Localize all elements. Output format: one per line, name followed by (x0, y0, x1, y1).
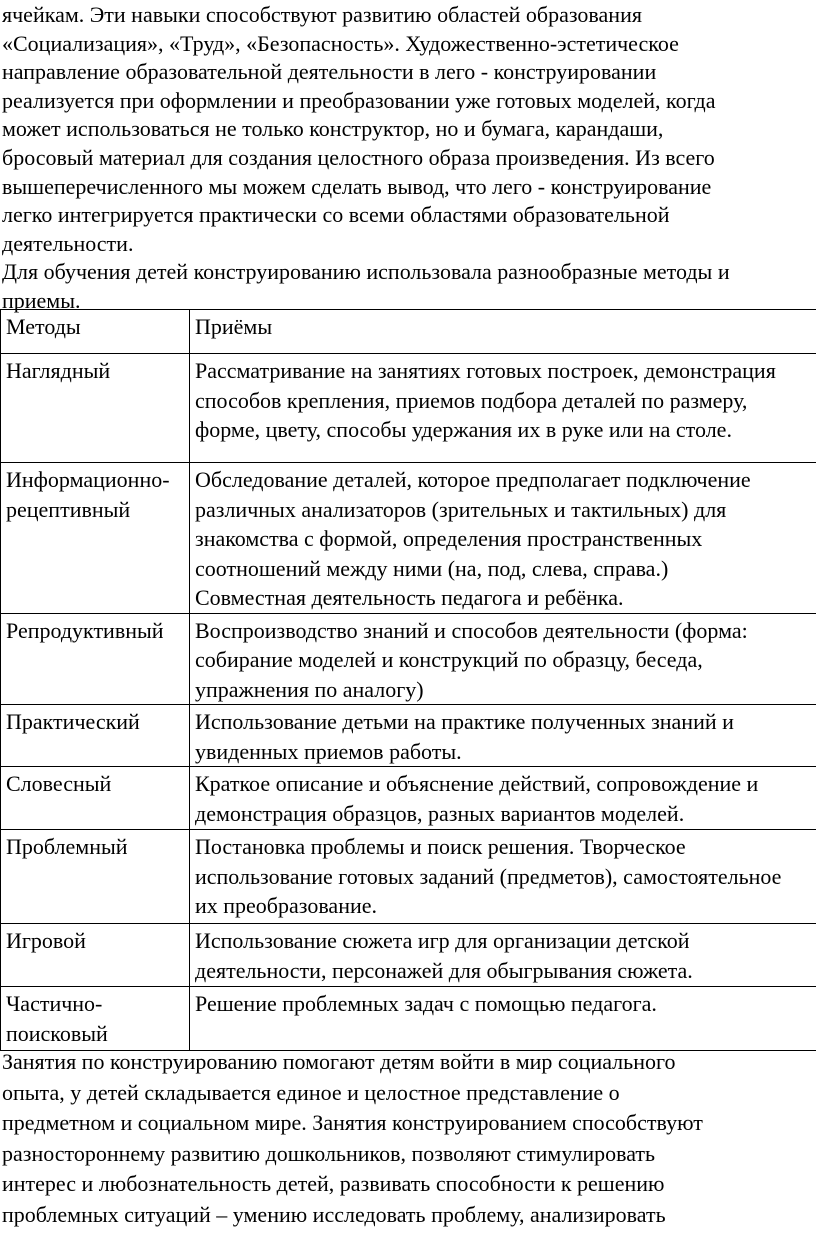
table-row (1, 767, 816, 830)
cell-line: Воспроизводство знаний и способов деятельности (форма: (195, 617, 748, 643)
text-line: Для обучения детей конструированию использовала разнообразные методы и (2, 259, 730, 284)
header-label: Приёмы (195, 314, 273, 339)
table-row (1, 705, 816, 767)
table-row (1, 354, 816, 463)
cell-line: Информационно- (6, 467, 170, 492)
method-cell (1, 767, 190, 830)
cell-line: Использование детьми на практике полученных знаний и (195, 709, 734, 734)
cell-line: знакомства с формой, определения пространственных (195, 526, 703, 551)
cell-line: демонстрация образцов, разных вариантов моделей. (195, 800, 685, 826)
cell-line: Репродуктивный (6, 617, 164, 643)
outro-paragraph (2, 1047, 703, 1231)
method-cell (1, 830, 190, 924)
text-line: ячейкам. Эти навыки способствуют развитию областей образования (2, 2, 642, 27)
cell-line: использование готовых заданий (предметов), самостоятельное (195, 863, 782, 889)
text-line: бросовый материал для создания целостного образа произведения. Из всего (2, 144, 715, 170)
method-cell (1, 354, 190, 463)
method-cell (1, 463, 190, 614)
cell-line: рецептивный (6, 496, 131, 522)
text-line: вышеперечисленного мы можем сделать вывод, что лего - конструирование (2, 173, 712, 199)
cell-line: поисковый (6, 1020, 108, 1046)
cell-line: Использование сюжета игр для организации детской (195, 928, 690, 953)
methods-table (0, 309, 816, 1051)
methods-intro-paragraph (2, 258, 730, 315)
cell-line: Проблемный (6, 834, 128, 859)
method-cell (1, 705, 190, 767)
cell-line: Краткое описание и объяснение действий, сопровождение и (195, 771, 759, 796)
cell-line: увиденных приемов работы. (195, 738, 462, 764)
cell-line: деятельности, персонажей для обыгрывания сюжета. (195, 957, 693, 983)
method-cell (1, 613, 190, 705)
cell-line: Рассматривание на занятиях готовых построек, демонстрация (195, 358, 776, 383)
cell-line: соотношений между ними (на, под, слева, справа.) (195, 555, 669, 581)
table-header-row (1, 310, 816, 354)
cell-line: собирание моделей и конструкций по образцу, беседа, (195, 647, 703, 672)
technique-cell (190, 987, 816, 1051)
table-row (1, 613, 816, 705)
technique-cell (190, 613, 816, 705)
text-line: предметном и социальном мире. Занятия конструированием способствуют (2, 1110, 703, 1136)
table-row (1, 924, 816, 987)
cell-line: их преобразование. (195, 893, 378, 918)
text-line: легко интегрируется практически со всеми областями образовательной (2, 202, 670, 228)
technique-cell (190, 924, 816, 987)
text-line: деятельности. (2, 230, 134, 256)
intro-paragraph (2, 1, 715, 258)
text-line: Занятия по конструированию помогают детям войти в мир социального (2, 1049, 676, 1074)
cell-line: Постановка проблемы и поиск решения. Творческое (195, 834, 686, 859)
cell-line: Игровой (6, 928, 86, 953)
text-line: направление образовательной деятельности в лего - конструировании (2, 59, 657, 85)
method-cell (1, 924, 190, 987)
table-row (1, 463, 816, 614)
technique-cell (190, 705, 816, 767)
cell-line: Обследование деталей, которое предполагает подключение (195, 467, 751, 492)
technique-cell (190, 767, 816, 830)
header-cell-techniques (190, 310, 816, 354)
cell-line: Словесный (6, 771, 112, 796)
cell-line: Частично- (6, 991, 103, 1016)
cell-line: различных анализаторов (зрительных и тактильных) для (195, 496, 727, 522)
technique-cell (190, 830, 816, 924)
cell-line: упражнения по аналогу) (195, 676, 424, 702)
table-row (1, 830, 816, 924)
text-line: может использоваться не только конструктор, но и бумага, карандаши, (2, 116, 664, 142)
cell-line: форме, цвету, способы удержания их в руке или на столе. (195, 417, 732, 442)
cell-line: способов крепления, приемов подбора деталей по размеру, (195, 387, 748, 413)
cell-line: Совместная деятельность педагога и ребёнка. (195, 585, 624, 610)
text-line: «Социализация», «Труд», «Безопасность». Художественно-эстетическое (2, 30, 679, 56)
text-line: опыта, у детей складывается единое и целостное представление о (2, 1079, 620, 1105)
text-line: интерес и любознательность детей, развивать способности к решению (2, 1171, 665, 1197)
cell-line: Наглядный (6, 358, 111, 383)
method-cell (1, 987, 190, 1051)
technique-cell (190, 463, 816, 614)
text-line: разностороннему развитию дошкольников, позволяют стимулировать (2, 1140, 656, 1166)
header-label: Методы (6, 314, 81, 339)
text-line: проблемных ситуаций – умению исследовать проблему, анализировать (2, 1201, 666, 1227)
table-row (1, 987, 816, 1051)
cell-line: Решение проблемных задач с помощью педагога. (195, 991, 657, 1016)
technique-cell (190, 354, 816, 463)
text-line: приемы. (2, 287, 81, 313)
header-cell-methods (1, 310, 190, 354)
cell-line: Практический (6, 709, 140, 734)
text-line: реализуется при оформлении и преобразовании уже готовых моделей, когда (2, 87, 716, 113)
